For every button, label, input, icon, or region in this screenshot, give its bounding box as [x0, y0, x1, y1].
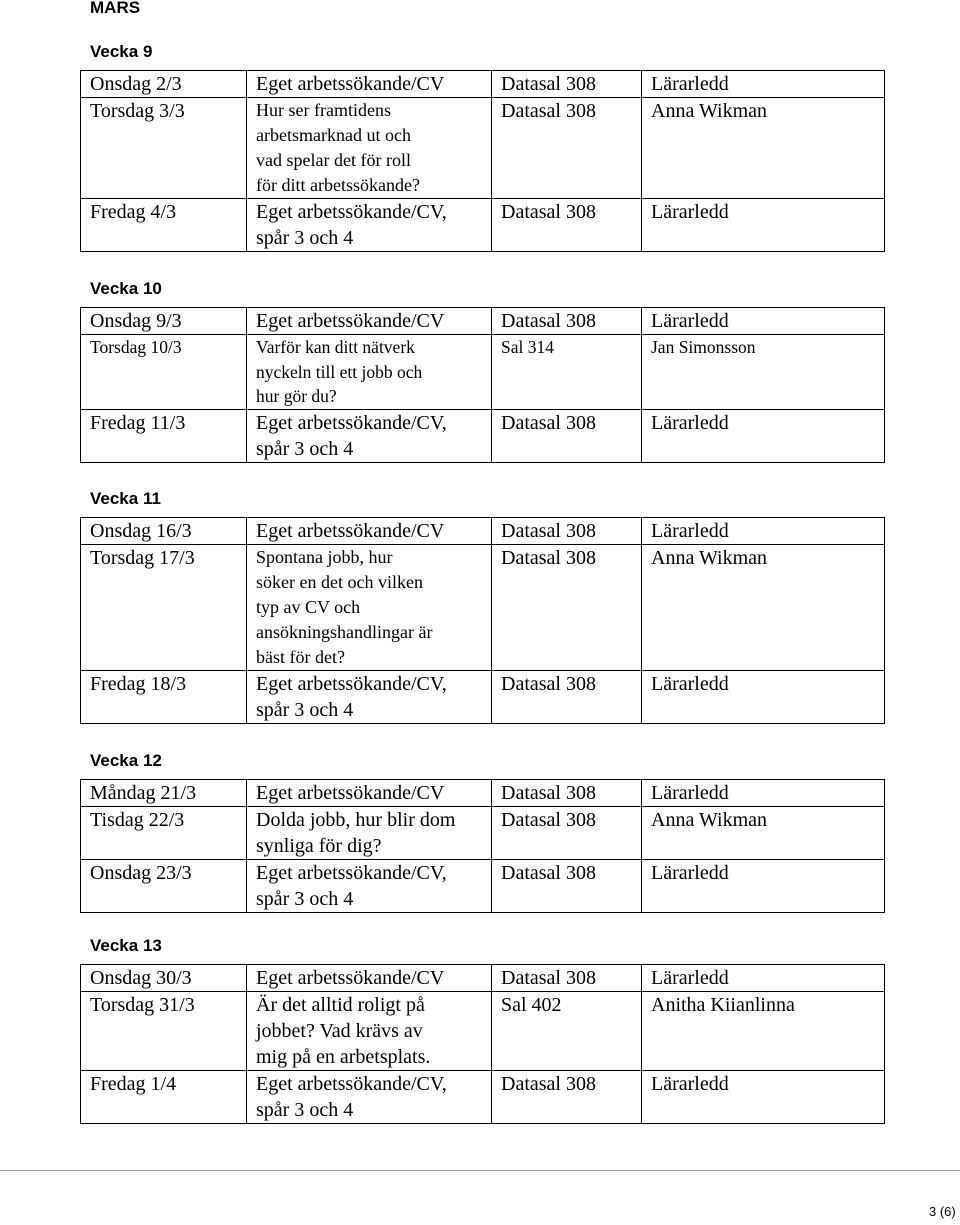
- week-heading: Vecka 10: [90, 279, 162, 298]
- table-row: [81, 98, 885, 199]
- table-row: [81, 335, 885, 410]
- teacher-cell: Lärarledd: [642, 199, 885, 252]
- teacher-cell: Anna Wikman: [642, 807, 885, 860]
- room-cell: Sal 402: [492, 992, 642, 1071]
- table-row: [81, 1071, 885, 1124]
- activity-cell: Eget arbetssökande/CV, spår 3 och 4: [247, 199, 492, 252]
- teacher-cell: Anna Wikman: [642, 98, 885, 199]
- table-row: [81, 965, 885, 992]
- activity-cell: Är det alltid roligt på jobbet? Vad krävs av mig på en arbetsplats.: [247, 992, 492, 1071]
- activity-cell: Dolda jobb, hur blir dom synliga för dig?: [247, 807, 492, 860]
- room-cell: Datasal 308: [492, 807, 642, 860]
- day-cell: Fredag 11/3: [81, 409, 247, 462]
- teacher-cell: Anna Wikman: [642, 545, 885, 671]
- day-cell: Fredag 4/3: [81, 199, 247, 252]
- room-cell: Sal 314: [492, 335, 642, 410]
- month-heading: MARS: [90, 0, 141, 17]
- teacher-cell: Lärarledd: [642, 860, 885, 913]
- table-row: [81, 860, 885, 913]
- footer-divider: [0, 1170, 960, 1171]
- activity-cell: Varför kan ditt nätverk nyckeln till ett jobb och hur gör du?: [247, 335, 492, 410]
- room-cell: Datasal 308: [492, 409, 642, 462]
- table-row: [81, 545, 885, 671]
- room-cell: Datasal 308: [492, 1071, 642, 1124]
- schedule-table: [80, 307, 885, 463]
- teacher-cell: Lärarledd: [642, 308, 885, 335]
- teacher-cell: Anitha Kiianlinna: [642, 992, 885, 1071]
- table-row: [81, 308, 885, 335]
- room-cell: Datasal 308: [492, 71, 642, 98]
- teacher-cell: Lärarledd: [642, 965, 885, 992]
- week-heading: Vecka 13: [90, 936, 162, 955]
- day-cell: Torsdag 3/3: [81, 98, 247, 199]
- page-number: 3 (6): [929, 1204, 956, 1219]
- activity-cell: Eget arbetssökande/CV, spår 3 och 4: [247, 409, 492, 462]
- room-cell: Datasal 308: [492, 780, 642, 807]
- table-row: [81, 671, 885, 724]
- teacher-cell: Lärarledd: [642, 780, 885, 807]
- table-row: [81, 780, 885, 807]
- room-cell: Datasal 308: [492, 518, 642, 545]
- room-cell: Datasal 308: [492, 545, 642, 671]
- teacher-cell: Lärarledd: [642, 71, 885, 98]
- day-cell: Onsdag 9/3: [81, 308, 247, 335]
- activity-cell: Eget arbetssökande/CV, spår 3 och 4: [247, 860, 492, 913]
- day-cell: Måndag 21/3: [81, 780, 247, 807]
- activity-cell: Eget arbetssökande/CV: [247, 965, 492, 992]
- schedule-table: [80, 517, 885, 724]
- day-cell: Onsdag 2/3: [81, 71, 247, 98]
- activity-cell: Eget arbetssökande/CV, spår 3 och 4: [247, 1071, 492, 1124]
- teacher-cell: Lärarledd: [642, 1071, 885, 1124]
- activity-cell: Eget arbetssökande/CV: [247, 780, 492, 807]
- day-cell: Tisdag 22/3: [81, 807, 247, 860]
- room-cell: Datasal 308: [492, 860, 642, 913]
- table-row: [81, 518, 885, 545]
- activity-cell: Spontana jobb, hur söker en det och vilken typ av CV och ansökningshandlingar är bäst för det?: [247, 545, 492, 671]
- schedule-table: [80, 964, 885, 1124]
- table-row: [81, 199, 885, 252]
- day-cell: Onsdag 30/3: [81, 965, 247, 992]
- table-row: [81, 409, 885, 462]
- table-row: [81, 992, 885, 1071]
- activity-cell: Hur ser framtidens arbetsmarknad ut och vad spelar det för roll för ditt arbetssökande?: [247, 98, 492, 199]
- activity-cell: Eget arbetssökande/CV: [247, 71, 492, 98]
- day-cell: Onsdag 16/3: [81, 518, 247, 545]
- activity-cell: Eget arbetssökande/CV, spår 3 och 4: [247, 671, 492, 724]
- teacher-cell: Lärarledd: [642, 409, 885, 462]
- room-cell: Datasal 308: [492, 98, 642, 199]
- schedule-table: [80, 70, 885, 252]
- table-row: [81, 807, 885, 860]
- teacher-cell: Lärarledd: [642, 518, 885, 545]
- day-cell: Fredag 1/4: [81, 1071, 247, 1124]
- room-cell: Datasal 308: [492, 671, 642, 724]
- day-cell: Torsdag 17/3: [81, 545, 247, 671]
- week-heading: Vecka 9: [90, 42, 153, 61]
- day-cell: Onsdag 23/3: [81, 860, 247, 913]
- room-cell: Datasal 308: [492, 199, 642, 252]
- schedule-table: [80, 779, 885, 913]
- room-cell: Datasal 308: [492, 965, 642, 992]
- week-heading: Vecka 11: [90, 489, 161, 508]
- day-cell: Fredag 18/3: [81, 671, 247, 724]
- teacher-cell: Jan Simonsson: [642, 335, 885, 410]
- room-cell: Datasal 308: [492, 308, 642, 335]
- week-heading: Vecka 12: [90, 751, 162, 770]
- activity-cell: Eget arbetssökande/CV: [247, 308, 492, 335]
- teacher-cell: Lärarledd: [642, 671, 885, 724]
- activity-cell: Eget arbetssökande/CV: [247, 518, 492, 545]
- day-cell: Torsdag 10/3: [81, 335, 247, 410]
- table-row: [81, 71, 885, 98]
- day-cell: Torsdag 31/3: [81, 992, 247, 1071]
